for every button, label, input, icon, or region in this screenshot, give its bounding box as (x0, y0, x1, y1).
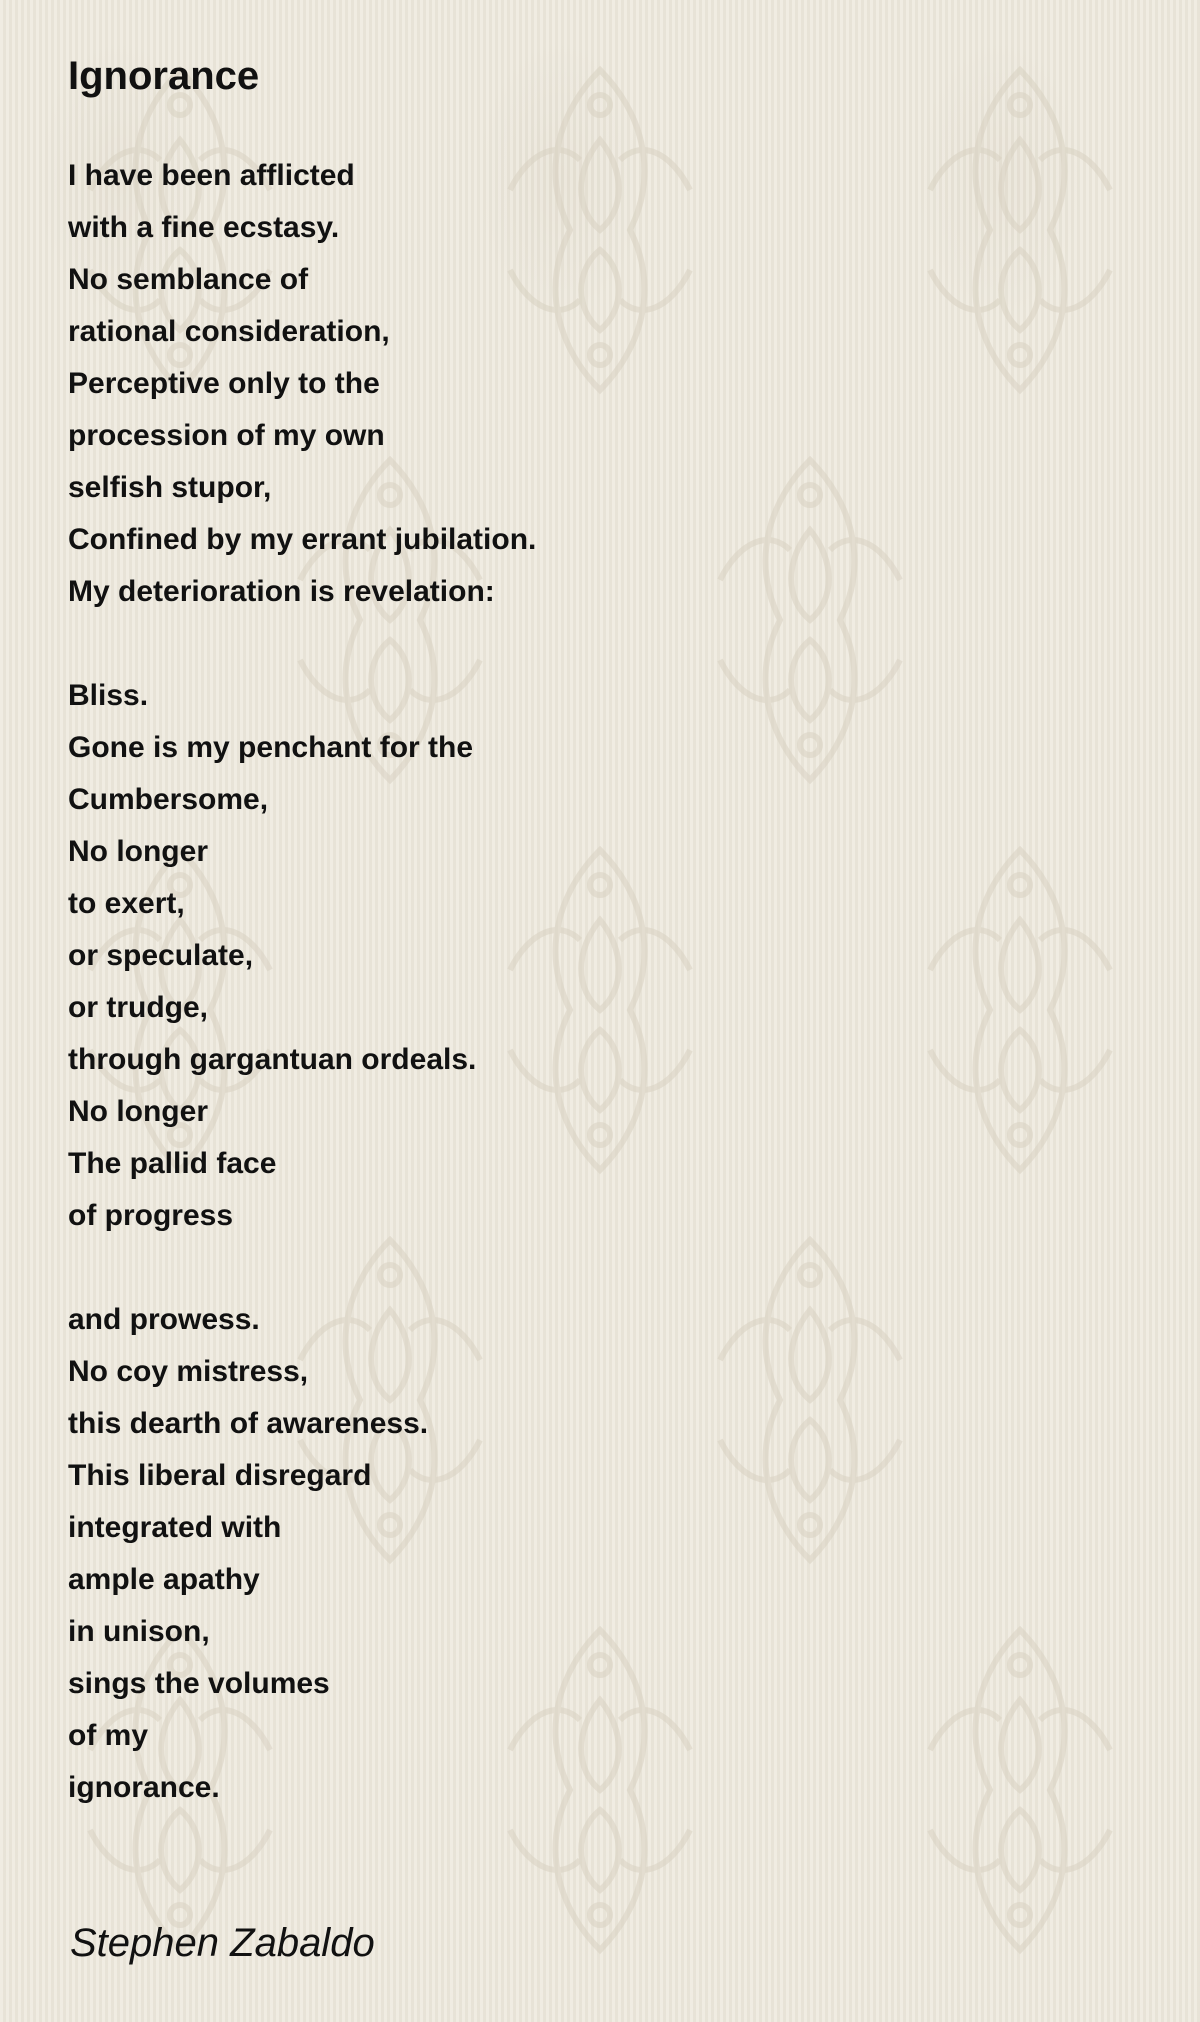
poem-line: to exert, (68, 887, 185, 920)
poem-line: This liberal disregard (68, 1459, 372, 1492)
poem-line: integrated with (68, 1511, 282, 1544)
poem-line: sings the volumes (68, 1667, 330, 1700)
stanza-break (68, 618, 1068, 670)
poem-line: ignorance. (68, 1771, 220, 1804)
poem-line: this dearth of awareness. (68, 1407, 429, 1440)
poem-title: Ignorance (68, 54, 260, 98)
poem-line: My deterioration is revelation: (68, 575, 495, 608)
poem-line: No longer (68, 1095, 208, 1128)
poem-line: Gone is my penchant for the (68, 731, 474, 764)
poem-author: Stephen Zabaldo (70, 1921, 375, 1965)
poem-line: procession of my own (68, 419, 385, 452)
poem-body (68, 150, 1068, 1814)
poem-line: through gargantuan ordeals. (68, 1043, 477, 1076)
poem-line: of progress (68, 1199, 234, 1232)
poem-line: in unison, (68, 1615, 210, 1648)
poem-line: Confined by my errant jubilation. (68, 523, 537, 556)
poem-line: rational consideration, (68, 315, 390, 348)
poem-line: selfish stupor, (68, 471, 272, 504)
poem-line: Bliss. (68, 679, 149, 712)
poem-line: Cumbersome, (68, 783, 269, 816)
poem-line: and prowess. (68, 1303, 260, 1336)
poem-line: No semblance of (68, 263, 309, 296)
poem-line: I have been afflicted (68, 159, 355, 192)
poem-line: The pallid face (68, 1147, 277, 1180)
poem-line: or speculate, (68, 939, 254, 972)
poem-line: ample apathy (68, 1563, 260, 1596)
poem-line: No coy mistress, (68, 1355, 309, 1388)
poem-line: with a fine ecstasy. (68, 211, 340, 244)
poem-line: Perceptive only to the (68, 367, 380, 400)
stanza-break (68, 1242, 1068, 1294)
poem-line: or trudge, (68, 991, 208, 1024)
poem-line: No longer (68, 835, 208, 868)
poem-line: of my (68, 1719, 149, 1752)
